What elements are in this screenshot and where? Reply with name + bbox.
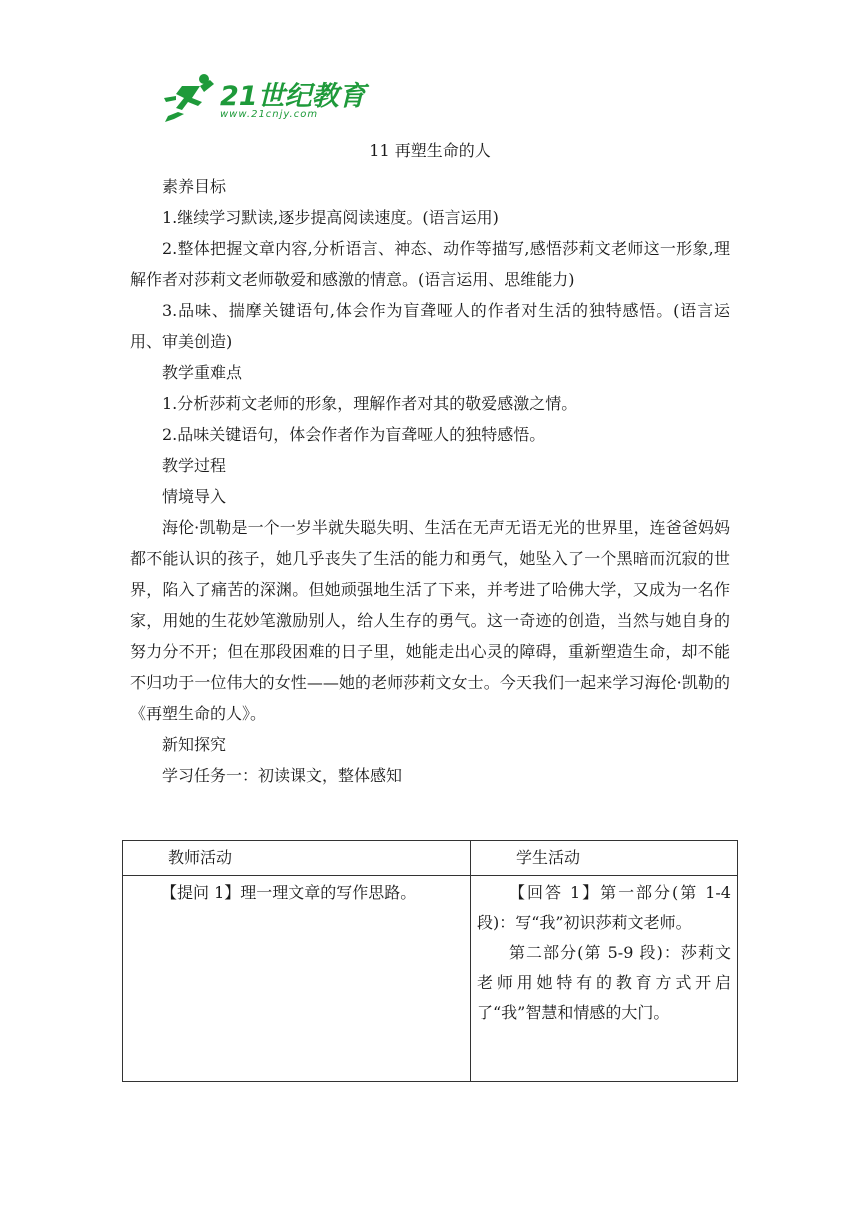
student-activity-header: 学生活动	[471, 841, 738, 876]
keypoints-heading: 教学重难点	[162, 363, 243, 382]
student-answer-1-part1: 【回答 1】第一部分(第 1-4 段)：写“我”初识莎莉文老师。	[477, 883, 731, 932]
explore-heading: 新知探究	[162, 735, 227, 754]
runner-icon	[162, 72, 218, 122]
table-header-row	[123, 841, 738, 876]
table-row	[123, 876, 738, 1082]
goal-3: 3.品味、揣摩关键语句,体会作为盲聋哑人的作者对生活的独特感悟。(语言运用、审美创造)	[130, 301, 730, 351]
teacher-activity-cell	[123, 876, 471, 1082]
activity-table	[122, 840, 738, 1082]
logo-title: 21世纪教育	[220, 81, 366, 112]
process-heading: 教学过程	[162, 456, 227, 475]
logo	[162, 70, 366, 126]
teacher-question-1: 【提问 1】理一理文章的写作思路。	[161, 883, 417, 902]
goals-heading: 素养目标	[162, 177, 227, 196]
keypoint-2: 2.品味关键语句，体会作者作为盲聋哑人的独特感悟。	[162, 425, 546, 444]
intro-text: 海伦·凯勒是一个一岁半就失聪失明、生活在无声无语无光的世界里，连爸爸妈妈都不能认识的孩子，她几乎丧失了生活的能力和勇气，她坠入了一个黑暗而沉寂的世界，陷入了痛苦的深渊。但她顽强地生活了下来，并考进了哈佛大学，又成为一名作家，用她的生花妙笔激励别人，给人生存的勇气。这一奇迹的创造，当然与她自身的努力分不开；但在那段困难的日子里，她能走出心灵的障碍，重新塑造生命，却不能不归功于一位伟大的女性——她的老师莎莉文女士。今天我们一起来学习海伦·凯勒的《再塑生命的人》。	[130, 518, 730, 723]
intro-heading: 情境导入	[162, 487, 227, 506]
goal-1: 1.继续学习默读,逐步提高阅读速度。(语言运用)	[162, 208, 499, 227]
student-activity-cell	[471, 876, 738, 1082]
logo-url: www.21cnjy.com	[220, 109, 319, 120]
task1-heading: 学习任务一：初读课文，整体感知	[162, 766, 403, 785]
teacher-activity-header: 教师活动	[123, 841, 471, 876]
page-title: 11 再塑生命的人	[369, 141, 491, 160]
document-body	[130, 171, 730, 791]
goal-2: 2.整体把握文章内容,分析语言、神态、动作等描写,感悟莎莉文老师这一形象,理解作者对莎莉文老师敬爱和感激的情意。(语言运用、思维能力)	[130, 239, 730, 289]
student-answer-1-part2: 第二部分(第 5-9 段)：莎莉文老师用她特有的教育方式开启了“我”智慧和情感的大门。	[477, 943, 731, 1022]
keypoint-1: 1.分析莎莉文老师的形象，理解作者对其的敬爱感激之情。	[162, 394, 578, 413]
